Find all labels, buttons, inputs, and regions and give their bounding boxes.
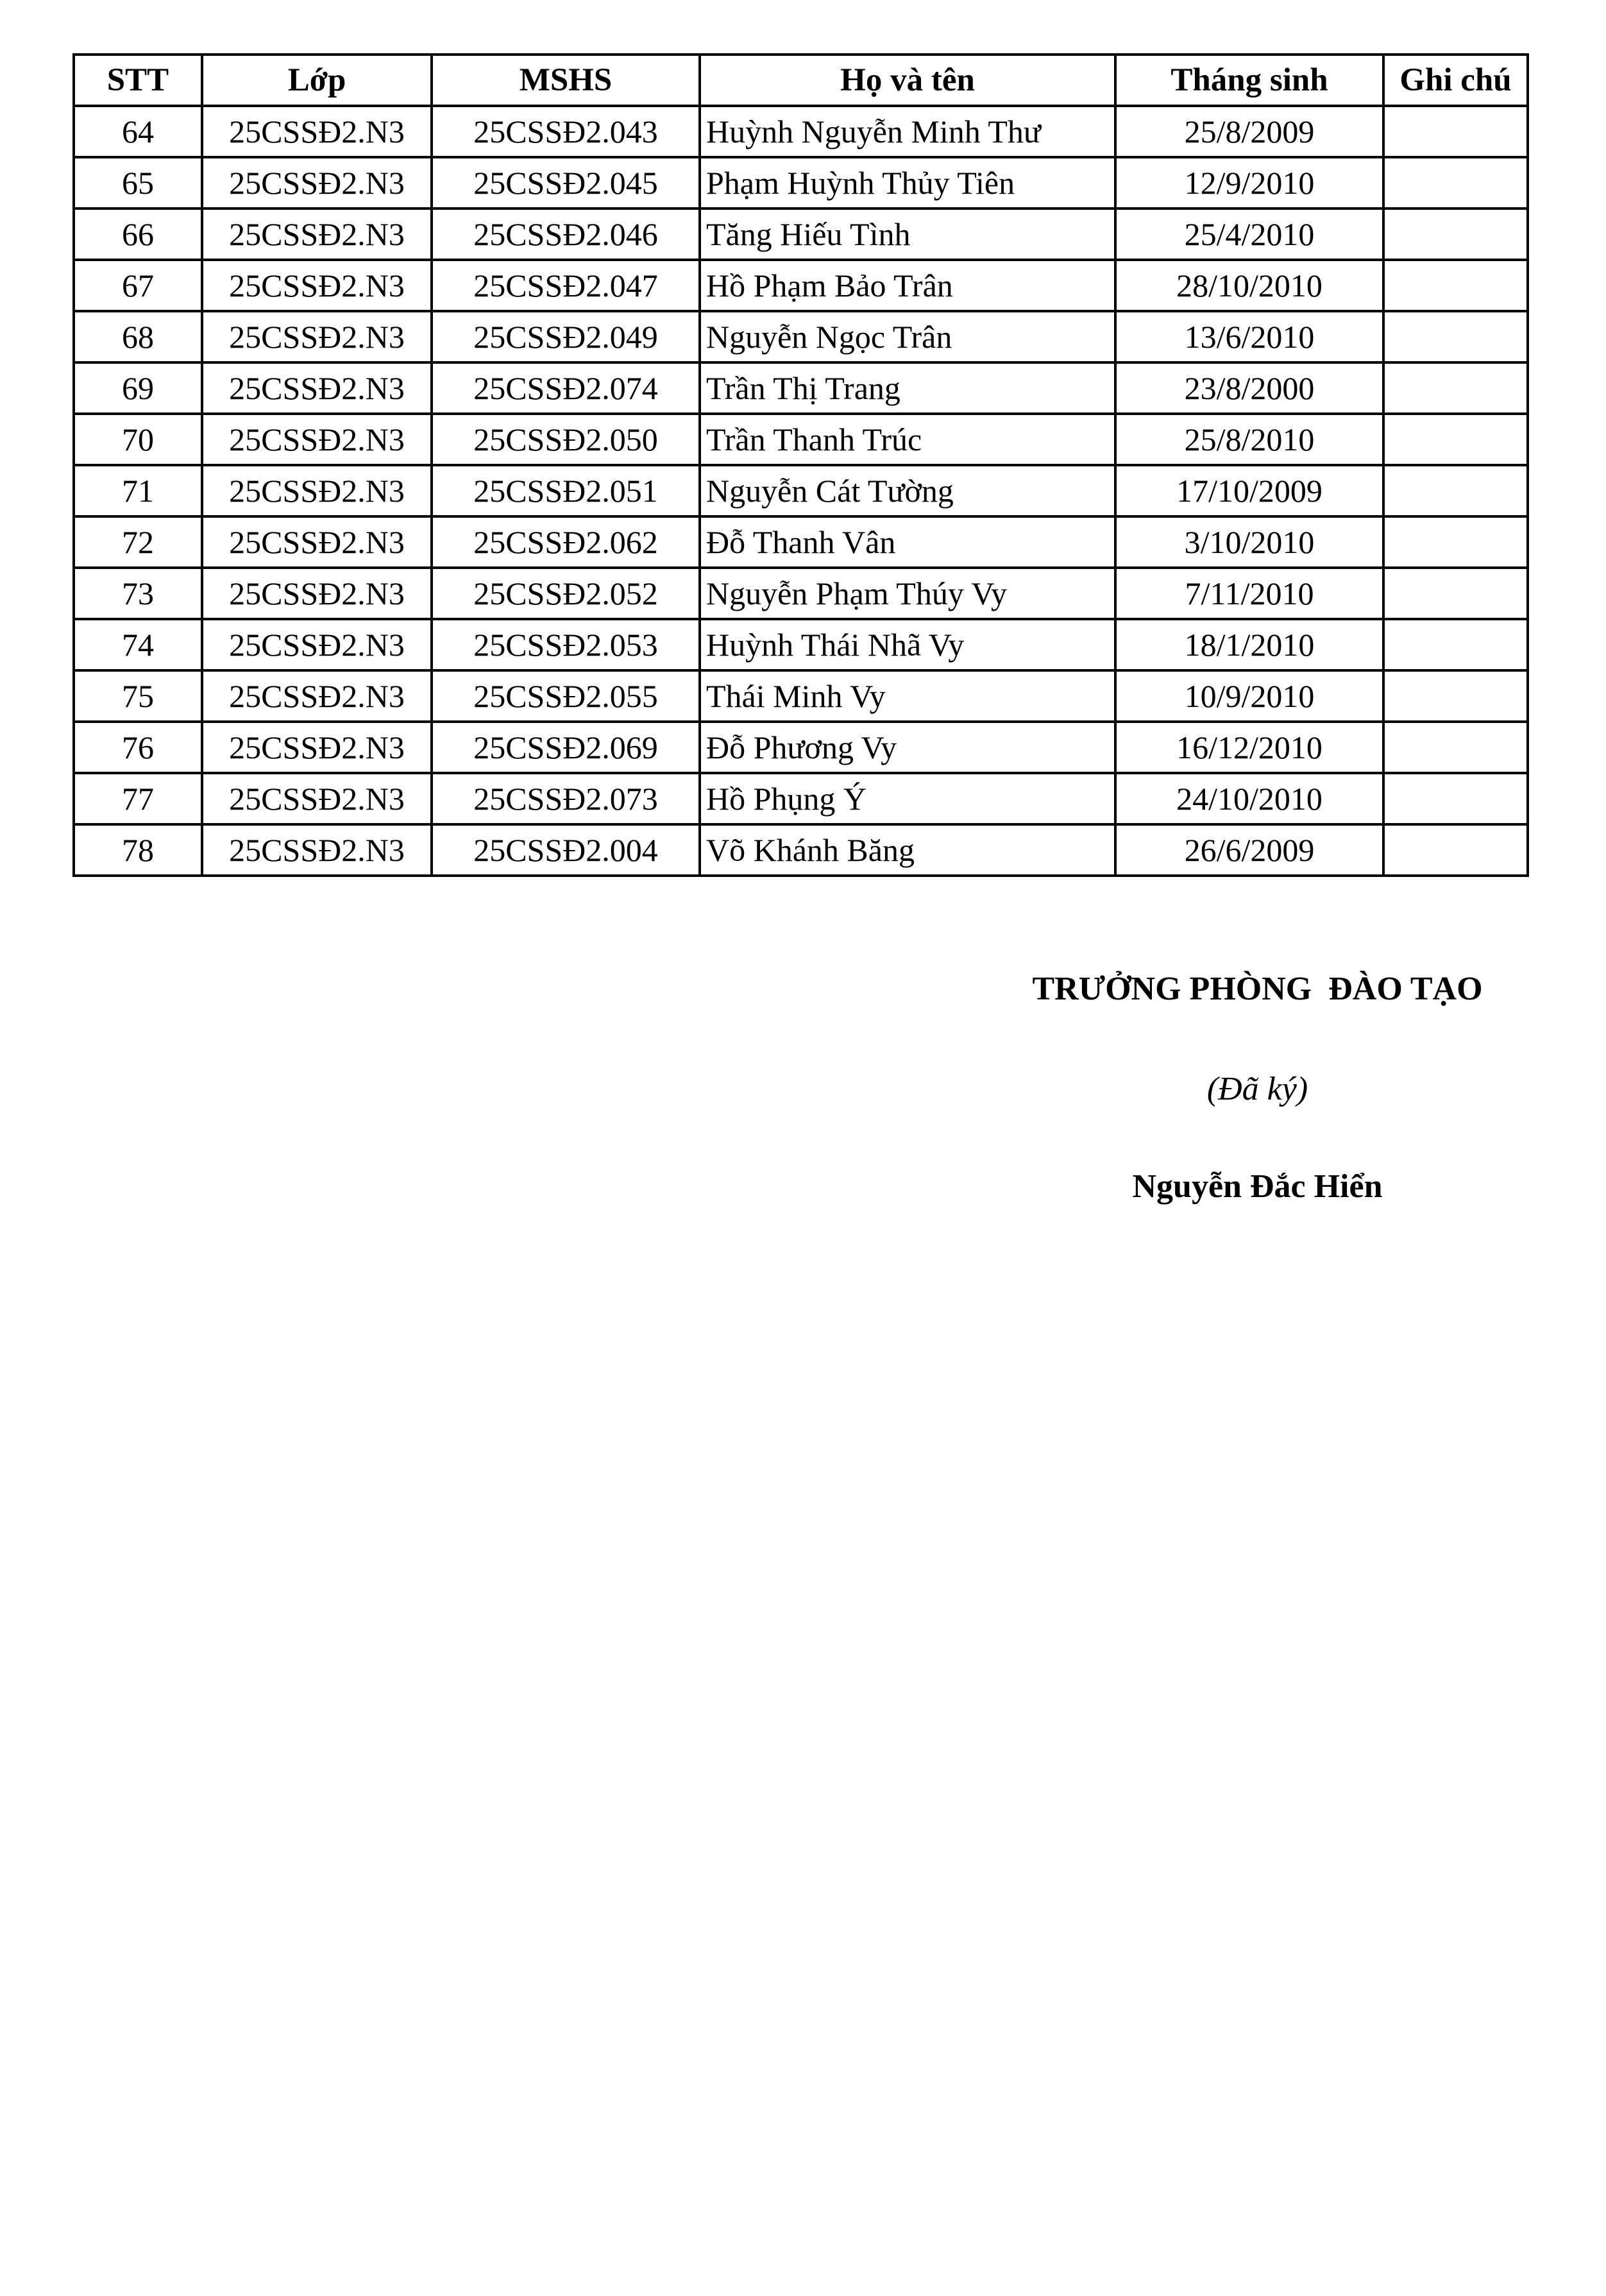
cell-student-id: 25CSSĐ2.074 — [432, 362, 700, 414]
cell-birth-date: 28/10/2010 — [1115, 260, 1383, 311]
cell-class: 25CSSĐ2.N3 — [202, 722, 432, 773]
cell-class: 25CSSĐ2.N3 — [202, 568, 432, 619]
student-roster-table — [72, 53, 1529, 877]
cell-notes — [1383, 311, 1528, 362]
header-birth-date: Tháng sinh — [1115, 55, 1383, 106]
cell-stt: 76 — [74, 722, 202, 773]
cell-notes — [1383, 670, 1528, 722]
signatory-name: Nguyễn Đắc Hiển — [1132, 1168, 1383, 1205]
cell-class: 25CSSĐ2.N3 — [202, 260, 432, 311]
cell-student-id: 25CSSĐ2.043 — [432, 106, 700, 157]
table-row — [74, 516, 1528, 568]
table-body — [74, 106, 1528, 876]
cell-stt: 73 — [74, 568, 202, 619]
cell-class: 25CSSĐ2.N3 — [202, 362, 432, 414]
cell-full-name: Huỳnh Thái Nhã Vy — [700, 619, 1115, 670]
cell-birth-date: 16/12/2010 — [1115, 722, 1383, 773]
table-row — [74, 619, 1528, 670]
table-row — [74, 824, 1528, 876]
table-row — [74, 722, 1528, 773]
cell-student-id: 25CSSĐ2.046 — [432, 208, 700, 260]
cell-notes — [1383, 516, 1528, 568]
cell-student-id: 25CSSĐ2.051 — [432, 465, 700, 516]
cell-notes — [1383, 208, 1528, 260]
signature-status: (Đã ký) — [1206, 1071, 1308, 1107]
cell-stt: 65 — [74, 157, 202, 208]
cell-full-name: Trần Thanh Trúc — [700, 414, 1115, 465]
cell-stt: 75 — [74, 670, 202, 722]
cell-class: 25CSSĐ2.N3 — [202, 619, 432, 670]
table-row — [74, 670, 1528, 722]
cell-notes — [1383, 260, 1528, 311]
cell-stt: 64 — [74, 106, 202, 157]
cell-stt: 72 — [74, 516, 202, 568]
cell-birth-date: 23/8/2000 — [1115, 362, 1383, 414]
cell-class: 25CSSĐ2.N3 — [202, 824, 432, 876]
cell-student-id: 25CSSĐ2.052 — [432, 568, 700, 619]
cell-stt: 78 — [74, 824, 202, 876]
cell-birth-date: 3/10/2010 — [1115, 516, 1383, 568]
cell-full-name: Đỗ Thanh Vân — [700, 516, 1115, 568]
cell-student-id: 25CSSĐ2.049 — [432, 311, 700, 362]
cell-class: 25CSSĐ2.N3 — [202, 106, 432, 157]
table-row — [74, 414, 1528, 465]
cell-full-name: Hồ Phụng Ý — [700, 773, 1115, 824]
header-full-name: Họ và tên — [700, 55, 1115, 106]
cell-student-id: 25CSSĐ2.055 — [432, 670, 700, 722]
cell-birth-date: 24/10/2010 — [1115, 773, 1383, 824]
cell-student-id: 25CSSĐ2.053 — [432, 619, 700, 670]
cell-student-id: 25CSSĐ2.073 — [432, 773, 700, 824]
cell-notes — [1383, 106, 1528, 157]
header-notes: Ghi chú — [1383, 55, 1528, 106]
cell-full-name: Hồ Phạm Bảo Trân — [700, 260, 1115, 311]
cell-notes — [1383, 619, 1528, 670]
table-row — [74, 157, 1528, 208]
cell-birth-date: 25/4/2010 — [1115, 208, 1383, 260]
table-row — [74, 568, 1528, 619]
cell-notes — [1383, 722, 1528, 773]
cell-birth-date: 25/8/2010 — [1115, 414, 1383, 465]
cell-birth-date: 25/8/2009 — [1115, 106, 1383, 157]
cell-student-id: 25CSSĐ2.050 — [432, 414, 700, 465]
cell-notes — [1383, 824, 1528, 876]
cell-stt: 68 — [74, 311, 202, 362]
cell-birth-date: 13/6/2010 — [1115, 311, 1383, 362]
table-row — [74, 773, 1528, 824]
cell-stt: 77 — [74, 773, 202, 824]
cell-birth-date: 12/9/2010 — [1115, 157, 1383, 208]
cell-birth-date: 18/1/2010 — [1115, 619, 1383, 670]
cell-birth-date: 10/9/2010 — [1115, 670, 1383, 722]
table-header-row — [74, 55, 1528, 106]
table-row — [74, 362, 1528, 414]
cell-stt: 71 — [74, 465, 202, 516]
table-row — [74, 208, 1528, 260]
cell-class: 25CSSĐ2.N3 — [202, 773, 432, 824]
cell-birth-date: 7/11/2010 — [1115, 568, 1383, 619]
cell-full-name: Nguyễn Ngọc Trân — [700, 311, 1115, 362]
cell-class: 25CSSĐ2.N3 — [202, 516, 432, 568]
cell-notes — [1383, 568, 1528, 619]
cell-class: 25CSSĐ2.N3 — [202, 465, 432, 516]
header-stt: STT — [74, 55, 202, 106]
cell-student-id: 25CSSĐ2.045 — [432, 157, 700, 208]
table-row — [74, 311, 1528, 362]
table-row — [74, 260, 1528, 311]
cell-full-name: Huỳnh Nguyễn Minh Thư — [700, 106, 1115, 157]
signature-title: TRƯỞNG PHÒNG ĐÀO TẠO — [1032, 971, 1483, 1007]
cell-student-id: 25CSSĐ2.004 — [432, 824, 700, 876]
cell-full-name: Tăng Hiếu Tình — [700, 208, 1115, 260]
cell-notes — [1383, 414, 1528, 465]
cell-student-id: 25CSSĐ2.069 — [432, 722, 700, 773]
cell-full-name: Thái Minh Vy — [700, 670, 1115, 722]
cell-notes — [1383, 465, 1528, 516]
cell-class: 25CSSĐ2.N3 — [202, 311, 432, 362]
cell-stt: 67 — [74, 260, 202, 311]
cell-stt: 70 — [74, 414, 202, 465]
cell-stt: 69 — [74, 362, 202, 414]
cell-class: 25CSSĐ2.N3 — [202, 157, 432, 208]
cell-stt: 66 — [74, 208, 202, 260]
cell-birth-date: 26/6/2009 — [1115, 824, 1383, 876]
cell-class: 25CSSĐ2.N3 — [202, 208, 432, 260]
table-row — [74, 465, 1528, 516]
cell-notes — [1383, 773, 1528, 824]
cell-class: 25CSSĐ2.N3 — [202, 414, 432, 465]
cell-stt: 74 — [74, 619, 202, 670]
cell-notes — [1383, 362, 1528, 414]
header-class: Lớp — [202, 55, 432, 106]
cell-full-name: Trần Thị Trang — [700, 362, 1115, 414]
cell-notes — [1383, 157, 1528, 208]
cell-student-id: 25CSSĐ2.047 — [432, 260, 700, 311]
table-row — [74, 106, 1528, 157]
cell-class: 25CSSĐ2.N3 — [202, 670, 432, 722]
cell-full-name: Đỗ Phương Vy — [700, 722, 1115, 773]
cell-full-name: Võ Khánh Băng — [700, 824, 1115, 876]
cell-full-name: Nguyễn Phạm Thúy Vy — [700, 568, 1115, 619]
header-student-id: MSHS — [432, 55, 700, 106]
cell-full-name: Nguyễn Cát Tường — [700, 465, 1115, 516]
cell-student-id: 25CSSĐ2.062 — [432, 516, 700, 568]
cell-birth-date: 17/10/2009 — [1115, 465, 1383, 516]
cell-full-name: Phạm Huỳnh Thủy Tiên — [700, 157, 1115, 208]
